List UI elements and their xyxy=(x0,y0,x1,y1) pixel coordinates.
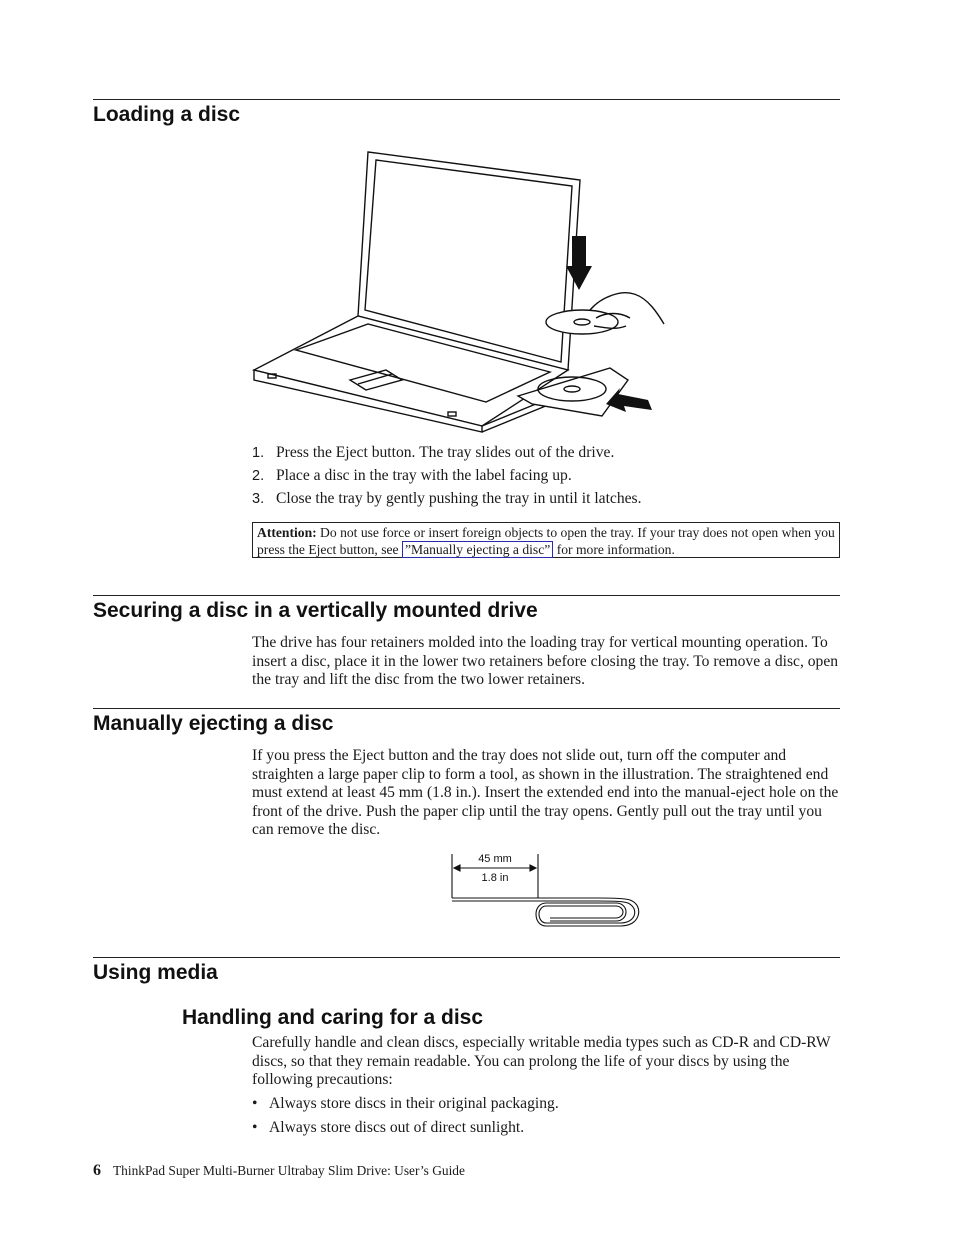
bullet-icon: • xyxy=(252,1119,258,1136)
attention-label: Attention: xyxy=(257,525,317,540)
laptop-loading-disc-illustration xyxy=(250,148,670,433)
bullet-text: Always store discs out of direct sunlight. xyxy=(269,1119,525,1136)
attention-text: Do not use force or insert foreign objects to open the tray. If your tray does not open when you press the Eject button, see xyxy=(257,525,835,557)
step-text: Close the tray by gently pushing the tray in until it latches. xyxy=(276,490,642,507)
heading-loading-a-disc: Loading a disc xyxy=(93,103,241,126)
heading-using-media: Using media xyxy=(93,961,218,984)
step-number: 2. xyxy=(252,468,265,484)
dimension-label-mm: 45 mm xyxy=(478,853,512,865)
heading-manually-ejecting: Manually ejecting a disc xyxy=(93,712,334,735)
section-rule xyxy=(93,99,840,100)
page-footer xyxy=(93,1162,465,1180)
precautions-list xyxy=(252,1095,842,1143)
footer-title: ThinkPad Super Multi-Burner Ultrabay Slim Drive: User’s Guide xyxy=(113,1163,465,1178)
list-item xyxy=(252,1119,842,1143)
section-rule xyxy=(93,957,840,958)
step-number: 3. xyxy=(252,491,265,507)
bullet-icon: • xyxy=(252,1095,258,1112)
loading-steps-list xyxy=(252,444,842,513)
handling-body: Carefully handle and clean discs, especially writable media types such as CD-R and CD-RW discs, so that they remain readable. You can prolong the life of your discs by using the following precautions: xyxy=(252,1034,831,1089)
attention-text-end: for more information. xyxy=(553,542,675,557)
heading-securing-disc: Securing a disc in a vertically mounted drive xyxy=(93,599,538,622)
step-number: 1. xyxy=(252,445,265,461)
manually-ejecting-link[interactable]: ”Manually ejecting a disc” xyxy=(402,541,553,558)
page-number: 6 xyxy=(93,1162,101,1179)
list-item xyxy=(252,1095,842,1119)
bullet-text: Always store discs in their original packaging. xyxy=(269,1095,559,1112)
section-rule xyxy=(93,708,840,709)
step-text: Press the Eject button. The tray slides out of the drive. xyxy=(276,444,615,461)
attention-notice xyxy=(252,522,840,558)
list-item xyxy=(252,490,842,513)
securing-body: The drive has four retainers molded into the loading tray for vertical mounting operation. To insert a disc, place it in the lower two retainers before closing the tray. To remove a disc, open the tray and lift the disc from the two lower retainers. xyxy=(252,634,839,689)
paper-clip-tool-illustration xyxy=(448,850,644,930)
section-rule xyxy=(93,595,840,596)
list-item xyxy=(252,467,842,490)
dimension-label-in: 1.8 in xyxy=(481,872,509,884)
ejecting-body: If you press the Eject button and the tray does not slide out, turn off the computer and straighten a large paper clip to form a tool, as shown in the illustration. The straightened end must extend at least 45 mm (1.8 in.). Insert the extended end into the manual-eject hole on the front of the drive. Push the paper clip until the tray opens. Gently pull out the tray until you can remove the disc. xyxy=(252,747,839,839)
heading-handling-caring: Handling and caring for a disc xyxy=(182,1006,484,1029)
list-item xyxy=(252,444,842,467)
step-text: Place a disc in the tray with the label facing up. xyxy=(276,467,572,484)
